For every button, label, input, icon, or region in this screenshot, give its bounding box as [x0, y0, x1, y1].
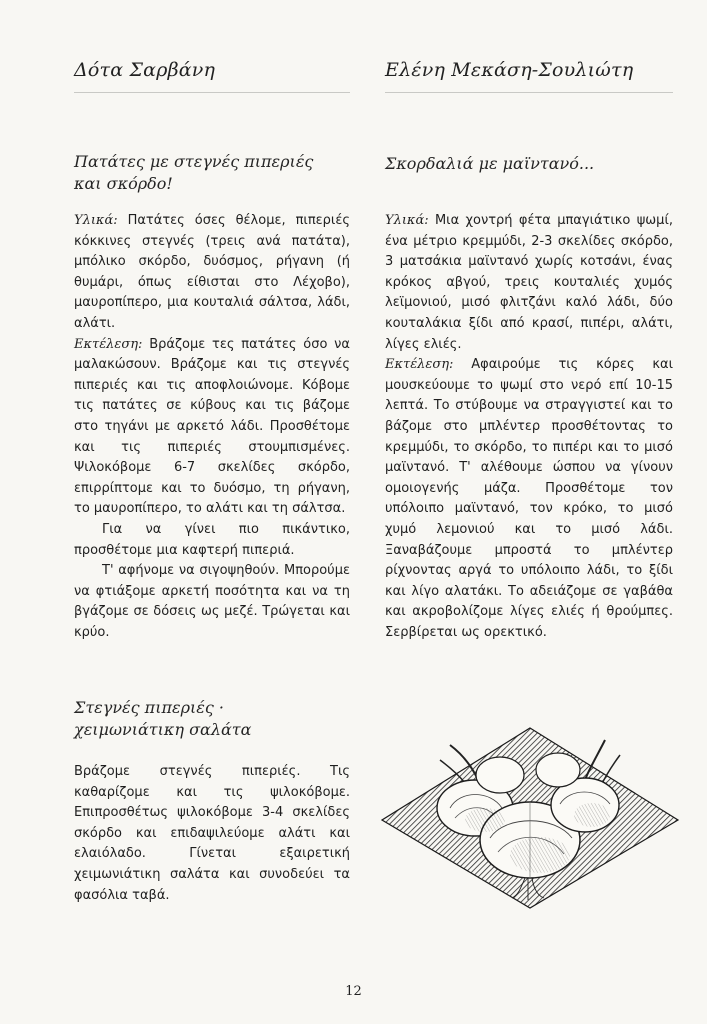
left-author-name: Δότα Σαρβάνη	[74, 59, 216, 81]
garlic-bulbs-engraving-icon	[380, 720, 680, 910]
left-ingredients-text: Πατάτες όσες θέλομε, πιπεριές κόκκινες στεγνές (τρεις ανά πατάτα), μπόλικο σκόρδο, δυόσμος, ρήγανη (ή θυμάρι, όπως είθισται στο Λέχοβο), μαυροπίπερο, μια κουταλιά σάλτσα, λάδι, αλάτι.	[74, 213, 350, 331]
right-method-label: Εκτέλεση:	[385, 357, 454, 373]
left-recipe2-title	[74, 697, 350, 741]
left-recipe1-title-line1: Πατάτες με στεγνές πιπεριές	[74, 152, 314, 171]
left-recipe2-title-line1: Στεγνές πιπεριές ·	[74, 698, 224, 717]
right-recipe-method	[385, 355, 673, 643]
left-recipe2-text: Βράζομε στεγνές πιπεριές. Τις καθαρίζομε και τις ψιλοκόβομε. Επιπροσθέτως ψιλοκόβομε 3-4 σκελίδες σκόρδο και επιδαψιλεύομε αλάτι και ελαιόλαδο. Γίνεται εξαιρετική χειμωνιάτικη σαλάτα και συνοδεύει τα φασόλια ταβά.	[74, 764, 350, 903]
right-ingredients-label: Υλικά:	[385, 213, 429, 228]
right-author-name: Ελένη Μεκάση-Σουλιώτη	[385, 59, 634, 81]
right-recipe-ingredients	[385, 211, 673, 355]
left-recipe1-body	[74, 211, 350, 643]
left-recipe1-title-line2: και σκόρδο!	[74, 174, 173, 193]
left-header-rule	[74, 92, 350, 93]
right-recipe-body	[385, 211, 673, 643]
left-recipe1-title	[74, 151, 350, 195]
left-method-label: Εκτέλεση:	[74, 336, 143, 352]
right-ingredients-text: Μια χοντρή φέτα μπαγιάτικο ψωμί, ένα μέτριο κρεμμύδι, 2-3 σκελίδες σκόρδο, 3 ματσάκια μαϊντανό χωρίς κοτσάνι, ένας κρόκος αβγού, τρεις κουταλιές χυμός λεϊμονιού, μισό φλιτζάνι καλό λάδι, δύο κουταλάκια ξίδι από κρασί, πιπέρι, αλάτι, λίγες ελιές.	[385, 213, 673, 352]
right-header-rule	[385, 92, 673, 93]
left-recipe1-para2: Για να γίνει πιο πικάντικο, προσθέτομε μια καφτερή πιπεριά.	[74, 521, 350, 558]
left-recipe1-method	[74, 335, 350, 520]
left-recipe1-para3: Τ' αφήνομε να σιγοψηθούν. Μπορούμε να φτιάξομε αρκετή ποσότητα και να τη βγάζομε σε δόσεις ως μεζέ. Τρώγεται και κρύο.	[74, 563, 350, 640]
left-recipe2-body	[74, 762, 350, 906]
page-number: 12	[345, 984, 362, 999]
left-ingredients-label: Υλικά:	[74, 213, 118, 228]
left-recipe1-ingredients	[74, 211, 350, 335]
left-method-text: Βράζομε τες πατάτες όσο να μαλακώσουν. Βράζομε και τις στεγνές πιπεριές και τις αποφλοιώνομε. Κόβομε τις πατάτες σε κύβους και τις βάζομε στο τηγάνι με αρκετό λάδι. Προσθέτομε και τις πιπεριές στουμπισμένες. Ψιλοκόβομε 6-7 σκελίδες σκόρδο, επιρρίπτομε και το δυόσμο, τη ρήγανη, το μαυροπίπερο, το αλάτι και τη σάλτσα.	[74, 336, 350, 517]
right-recipe-title: Σκορδαλιά με μαϊντανό...	[385, 154, 595, 173]
left-recipe2-title-line2: χειμωνιάτικη σαλάτα	[74, 720, 252, 739]
right-method-text: Αφαιρούμε τις κόρες και μουσκεύουμε το ψωμί στο νερό επί 10-15 λεπτά. Το στύβουμε να στραγγιστεί και το βάζομε στο μπλέντερ προσθέτοντας το κρεμμύδι, το σκόρδο, το πιπέρι και το μισό μαϊντανό. Τ' αλέθουμε ώσπου να γίνουν ομοιογενής μάζα. Προσθέτομε τον υπόλοιπο μαϊντανό, τον κρόκο, το μισό χυμό λεμονιού και το μισό λάδι. Ξαναβάζουμε μπροστά το μπλέντερ ρίχνοντας αργά το υπόλοιπο λάδι, το ξίδι και λίγο αλατάκι. Το αδειάζομε σε γαβάθα και ακροβολίζομε λίγες ελιές ή θρούμπες. Σερβίρεται ως ορεκτικό.	[385, 357, 673, 640]
